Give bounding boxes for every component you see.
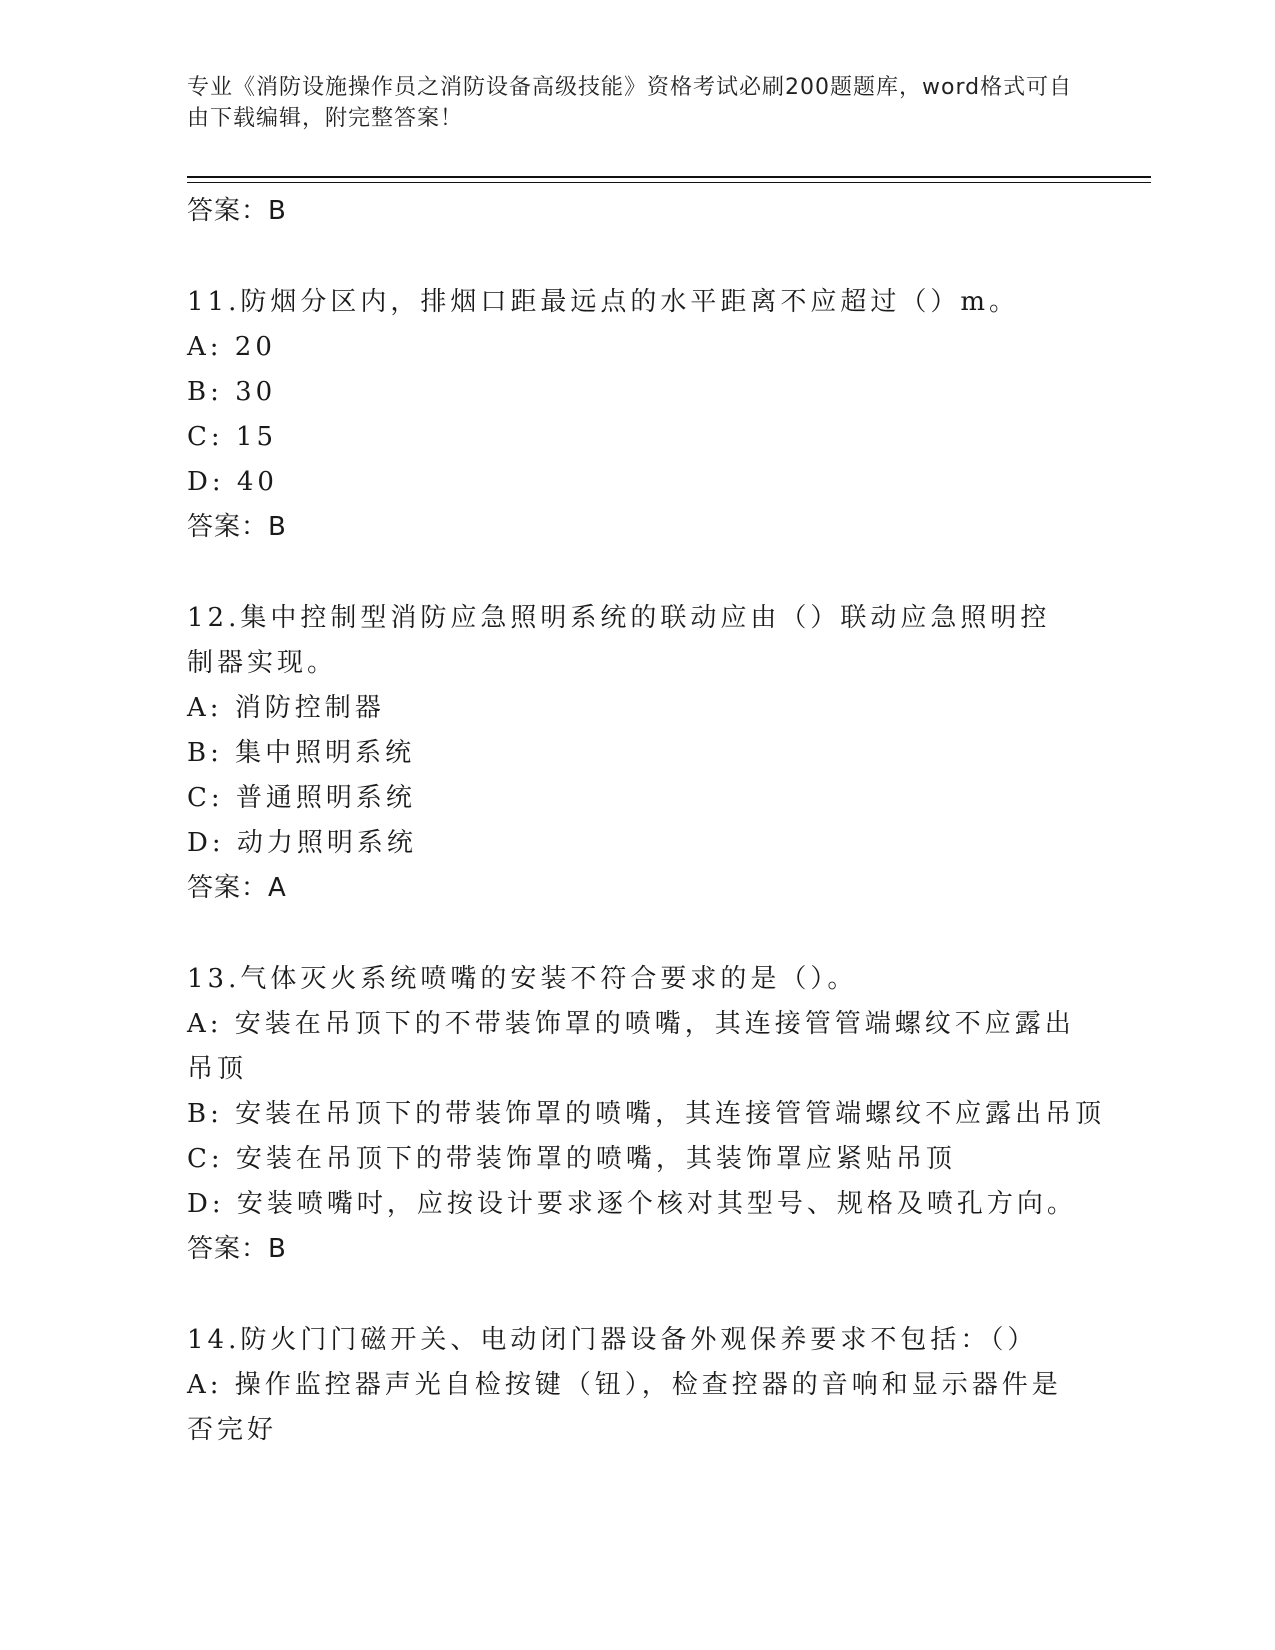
option-d: D: 动力照明系统	[187, 828, 417, 858]
question-12	[187, 596, 1077, 911]
option-a: A: 20	[187, 332, 276, 362]
option-b: B: 集中照明系统	[187, 738, 416, 768]
question-stem: 12.集中控制型消防应急照明系统的联动应由（）联动应急照明控制器实现。	[187, 603, 1051, 678]
option-b: B: 30	[187, 377, 277, 407]
option-c: C: 普通照明系统	[187, 783, 416, 813]
option-a: A: 操作监控器声光自检按键（钮），检查控器的音响和显示器件是否完好	[187, 1370, 1062, 1445]
spacer	[187, 550, 1077, 596]
option-a: A: 安装在吊顶下的不带装饰罩的喷嘴，其连接管管端螺纹不应露出吊顶	[187, 1009, 1075, 1084]
option-c: C: 安装在吊顶下的带装饰罩的喷嘴，其装饰罩应紧贴吊顶	[187, 1144, 956, 1174]
spacer	[187, 1272, 1077, 1318]
question-list	[187, 189, 1106, 1453]
spacer	[187, 911, 1077, 957]
answer-line: 答案：B	[187, 512, 287, 542]
answer-line: 答案：B	[187, 196, 287, 226]
spacer	[187, 234, 1077, 280]
header-divider-thin	[187, 182, 1151, 183]
option-a: A: 消防控制器	[187, 693, 385, 723]
header-divider-thick	[187, 176, 1151, 178]
option-c: C: 15	[187, 422, 278, 452]
answer-line: 答案：A	[187, 873, 287, 903]
page-header: 专业《消防设施操作员之消防设备高级技能》资格考试必刷200题题库，word格式可自由下载编辑，附完整答案！	[187, 75, 1073, 131]
question-11	[187, 280, 1077, 550]
answer-line: 答案：B	[187, 1234, 287, 1264]
question-stem: 11.防烟分区内，排烟口距最远点的水平距离不应超过（）m。	[187, 287, 1020, 317]
question-13	[187, 957, 1106, 1272]
option-d: D: 安装喷嘴吋，应按设计要求逐个核对其型号、规格及喷孔方向。	[187, 1189, 1077, 1219]
option-d: D: 40	[187, 467, 278, 497]
question-stem: 13.气体灭火系统喷嘴的安装不符合要求的是（）。	[187, 964, 858, 994]
question-stem: 14.防火门门磁开关、电动闭门器设备外观保养要求不包括：（）	[187, 1325, 1038, 1355]
question-14	[187, 1318, 1077, 1453]
option-b: B: 安装在吊顶下的带装饰罩的喷嘴，其连接管管端螺纹不应露出吊顶	[187, 1099, 1106, 1129]
